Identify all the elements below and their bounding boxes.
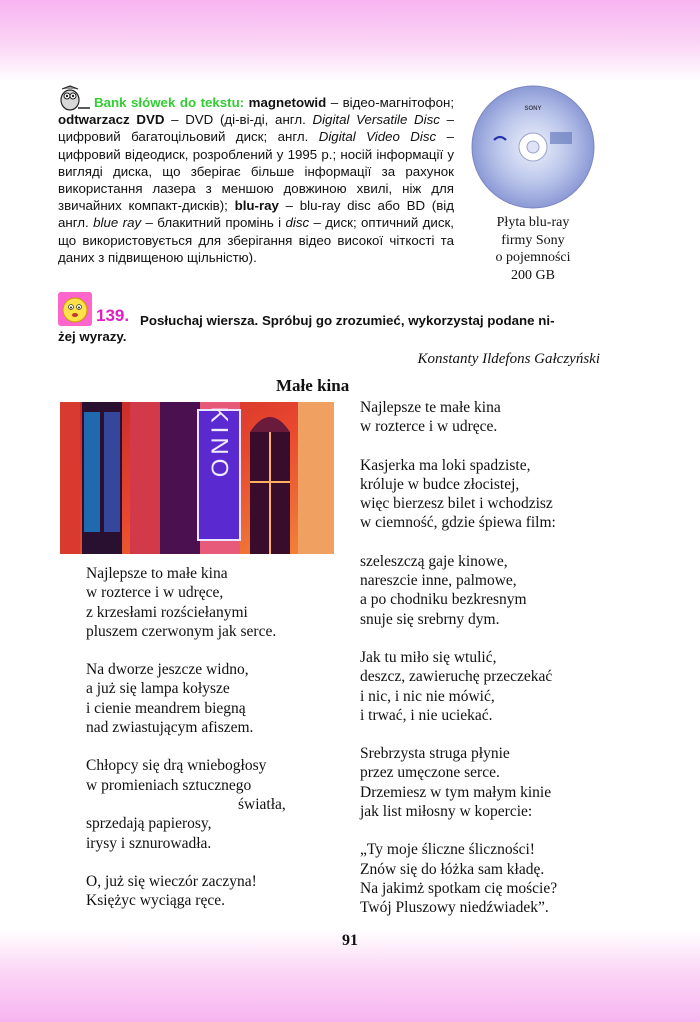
poem-line: Na dworze jeszcze widno, [86,661,249,679]
poem-line: króluje w budce złocistej, [360,475,520,493]
poem-line: Twój Pluszowy niedźwiadek”. [360,899,549,917]
poem-line: w rozterce i w udręce, [86,584,224,602]
vocab-italic: Digital Video Disc [318,129,437,145]
poem-line: nad zwiastującym afiszem. [86,719,254,737]
vocab-italic: blue ray [93,215,142,231]
exercise-instruction-cont: żej wyrazy. [58,329,127,344]
caption-line: Płyta blu-ray [496,215,570,230]
stanza [360,398,557,437]
caption-line: firmy Sony [501,232,565,248]
poem-line: jak list miłosny w kopercie: [360,803,533,821]
poem-line: a po chodniku bezkresnym [360,591,527,609]
poem-line: i nic, i nic nie mówić, [360,687,495,705]
caption-line: o pojemności [495,250,571,265]
exercise-instruction: Posłuchaj wiersza. Spróbuj go zrozumieć, wykorzystaj podane ni- [140,313,555,328]
vocab-text: – блакитний промінь і [141,215,286,231]
disc-brand-label: SONY [524,106,542,112]
poem-line: Najlepsze te małe kina [360,399,501,416]
poem-line: irysy i sznurowadła. [86,834,212,852]
stanza [360,840,557,917]
stanza [360,744,557,821]
poem-line: i cienie meandrem biegną [86,699,246,717]
poem-line: szeleszczą gaje kinowe, [360,552,508,570]
vocab-word: blu-ray [234,198,279,214]
stanza [86,660,286,737]
poem-line: Najlepsze to małe kina [86,565,228,582]
poem-line: Chłopcy się drą wniebogłosy [86,757,267,775]
poem-line: Kasjerka ma loki spadziste, [360,456,531,474]
top-decorative-band [0,0,700,82]
vocab-word: magnetowid [248,95,327,110]
vocab-title: Bank słówek do tekstu: [94,95,245,110]
exercise-number: 139. [96,306,130,325]
poem-line: światła, [238,795,286,813]
vocab-italic: disc [285,215,310,231]
vocab-text: – цифровий відеодиск, розроблений у 1995 р.; носій інформації у вигляді диска, що зберігає більше інформації за рахунок використання лазера з меншою довжиною хвилі, ніж для звичайних компакт-дисків); [58,129,454,214]
poem-line: a już się lampa kołysze [86,680,230,698]
poem-line: nareszcie inne, palmowe, [360,572,517,590]
vocab-text: – DVD (ді-ві-ді, англ. [164,112,313,128]
poem-right-column [360,398,557,937]
poem-line: sprzedają papierosy, [86,815,212,833]
disc-caption [466,214,600,284]
poem-line: Księżyc wyciąga ręce. [86,892,225,910]
blu-ray-disc-image [470,84,596,210]
poem-line: w rozterce i w udręce. [360,418,498,436]
poem-line: Srebrzysta struga płynie [360,745,510,763]
stanza [360,648,557,725]
poem-line: Jak tu miło się wtulić, [360,648,497,666]
vocab-text: – відео-магнітофон; [326,95,455,110]
stanza [360,456,557,533]
poem-author: Konstanty Ildefons Gałczyński [417,351,600,367]
poem-title: Małe kina [276,376,350,395]
vocab-text: – blu-ray disc або BD (від англ. [58,198,454,231]
poem-line: Drzemiesz w tym małym kinie [360,783,552,801]
stanza [86,756,286,852]
poem-line: w promieniach sztucznego [86,776,252,794]
stanza [360,552,557,629]
poem-line: i trwać, i nie uciekać. [360,706,493,724]
cinema-neon-photo [60,402,334,554]
poem-left-column [86,564,286,929]
poem-line: snuje się srebrny dym. [360,610,500,628]
poem-line: Na jakimż spotkam cię moście? [360,879,558,897]
poem-line: O, już się wieczór zaczyna! [86,872,257,890]
vocab-text: – цифровий багатоцільовий диск; англ. [58,112,454,145]
poem-line: więc bierzesz bilet i wchodzisz [360,495,553,513]
poem-line: z krzesłami rozściełanymi [86,603,248,621]
vocab-text: – диск; оптичний диск, що використовується для зберігання відео високої чіткості та даних з підвищеною щільністю). [58,215,454,265]
poem-line: przez umęczone serce. [360,764,500,782]
vocab-italic: Digital Versatile Disc [312,112,440,128]
poem-line: „Ty moje śliczne śliczności! [360,841,535,859]
poem-line: w ciemność, gdzie śpiewa film: [360,514,556,532]
poem-line: deszcz, zawieruchę przeczekać [360,668,553,686]
vocabulary-box [58,94,454,266]
stanza [86,872,286,911]
page-number: 91 [342,932,358,949]
caption-line: 200 GB [511,267,555,283]
kino-sign-text: KINO [205,406,233,482]
stanza [86,564,286,641]
poem-line: Znów się do łóżka sam kładę. [360,860,545,878]
smiley-listening-icon [58,292,92,326]
poem-line: pluszem czerwonym jak serce. [86,622,277,640]
vocab-word: odtwarzacz DVD [58,112,165,128]
